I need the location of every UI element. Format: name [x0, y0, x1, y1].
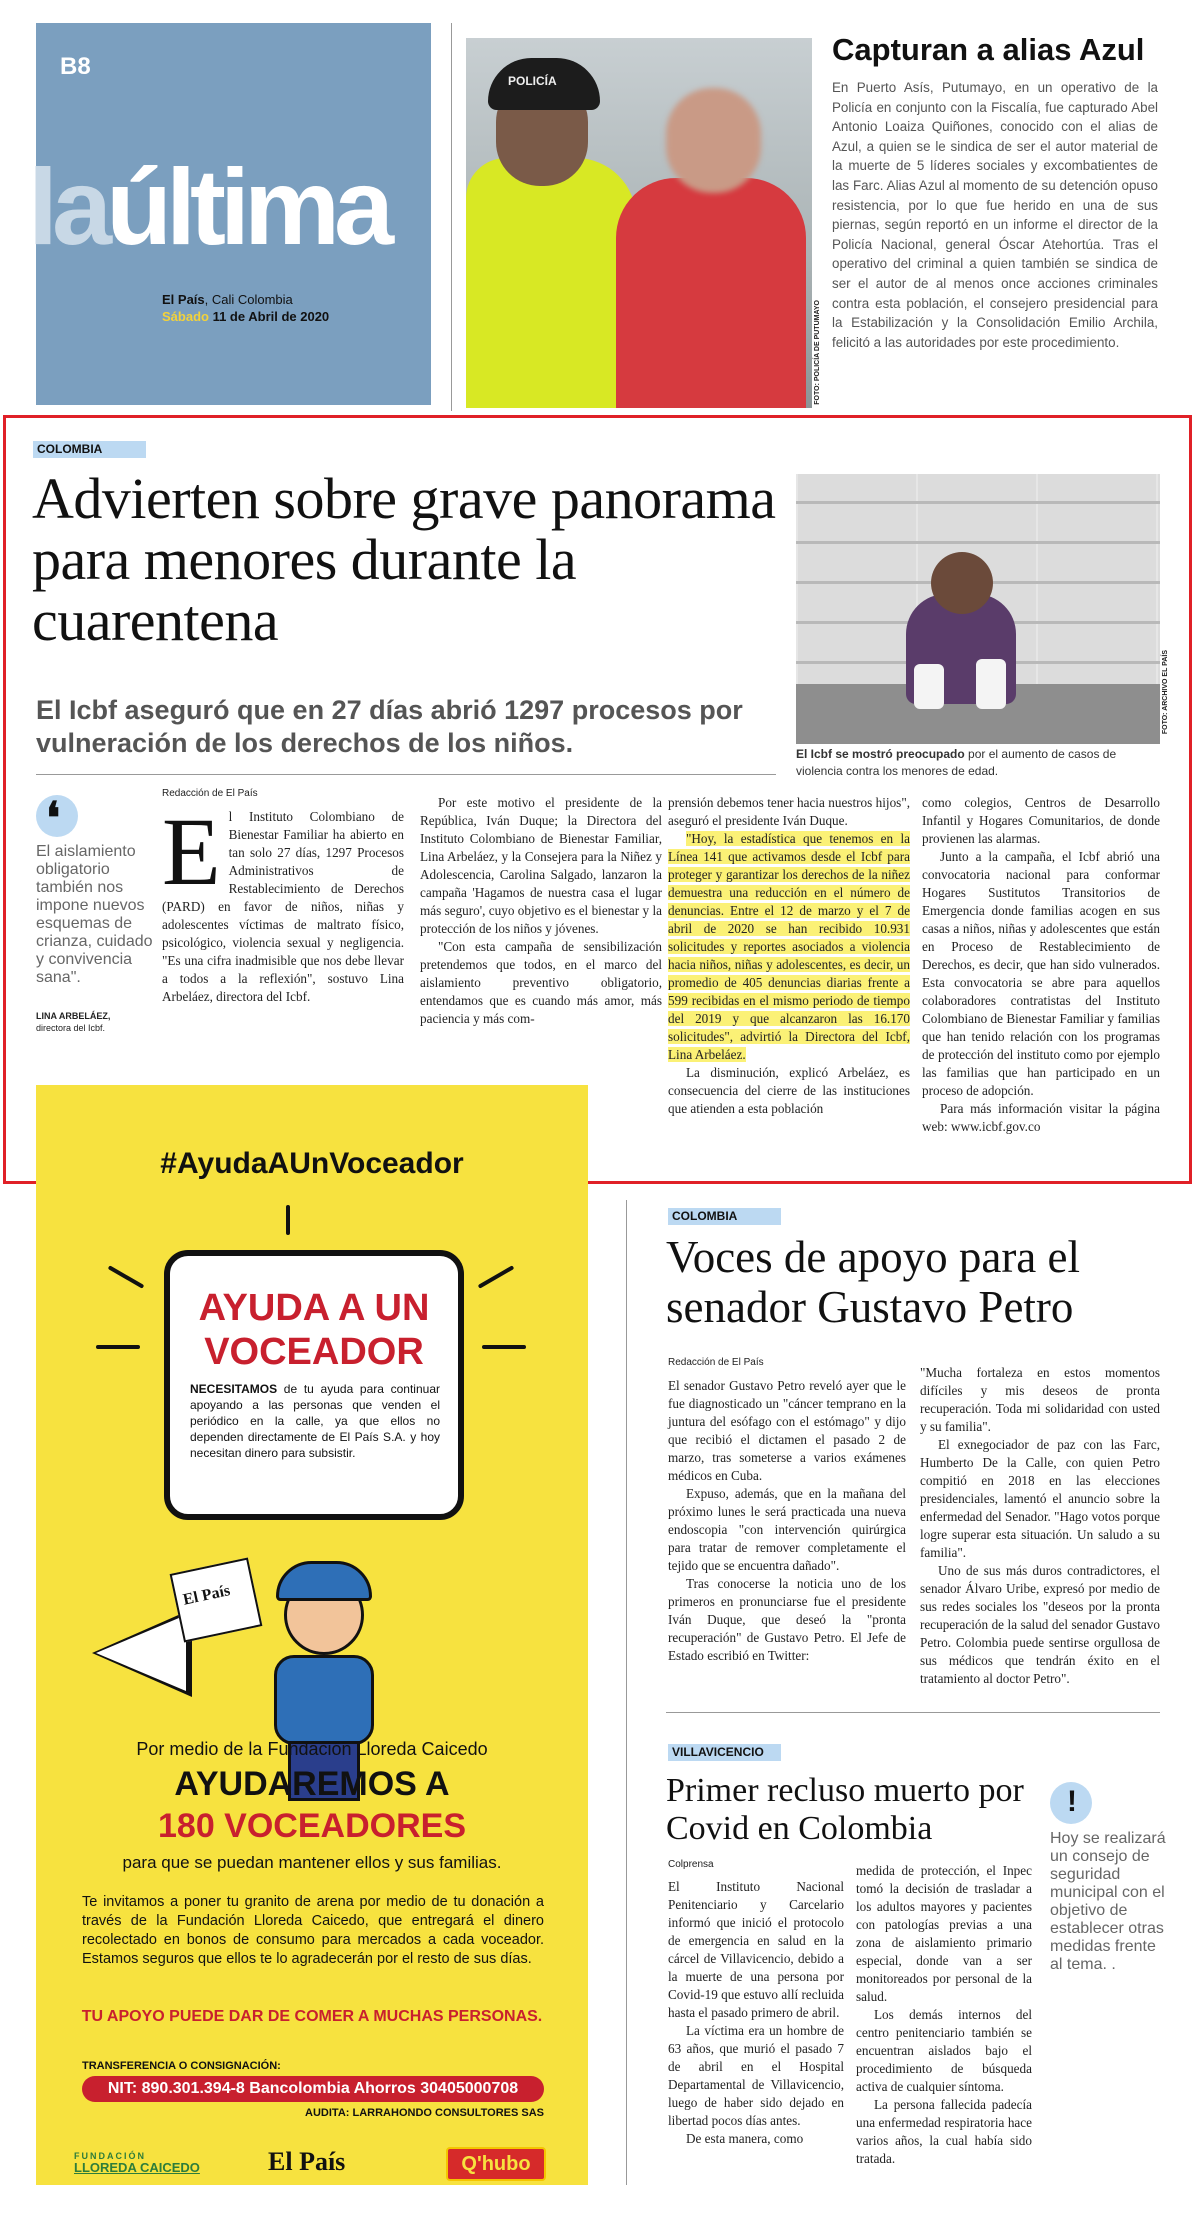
photo-credit: FOTO: POLICÍA DE PUTUMAYO — [814, 300, 821, 405]
ad-bank-account: NIT: 890.301.394-8 Bancolombia Ahorros 30405000708 — [82, 2076, 544, 2102]
caption-rest: por el aumento de casos de violencia contra los menores de edad. — [796, 747, 1117, 778]
issue-date: 11 de Abril de 2020 — [208, 309, 330, 324]
photo-capture — [466, 38, 812, 408]
quote-author: LINA ARBELÁEZ, directora del Icbf. — [36, 1011, 111, 1033]
logo-qhubo: Q'hubo — [446, 2147, 546, 2181]
logo-fundacion: FUNDACIÓN LLOREDA CAICEDO — [74, 2151, 200, 2175]
pull-quote: El aislamiento obligatorio también nos impone nuevos esquemas de crianza, cuidado y convivencia sana". — [36, 843, 153, 986]
ad-foundation-line: Por medio de la Fundación Lloreda Caicedo — [136, 1739, 488, 1759]
column-divider — [626, 1200, 627, 2185]
main-column-2: Por este motivo el presidente de la República, Iván Duque; la Directora del Instituto Colombiano de Bienestar Familiar, Lina Arbeláez, y la Consejera para la Niñez y Adolescencia, Carolina Salgado, lanzaron la campaña 'Hagamos de nuestra casa el lugar más seguro', cuyo objetivo es el bienestar y la protección de los niños y jóvenes. "Con esta campaña de sensibilización pretendemos que todos, en el marco del aislamiento preventivo obligatorio, entendamos que es cuando más amor, más paciencia y más com- — [420, 795, 662, 1026]
petro-column-2: "Mucha fortaleza en estos momentos difíciles y mis deseos de pronta recuperación. Toda mi solidaridad con usted y su familia". El exnegociador de paz con las Farc, Humberto De la Calle, con quien Petro compitió en 2018 en las elecciones presidenciales, lamentó el anuncio sobre la enfermedad del Senador. "Hago votos porque logre superar esta situación. Un saludo a su familia". Uno de sus más duros contradictores, el senador Álvaro Uribe, expresó por medio de sus redes sociales los "deseos por la pronta recuperación de la salud del senador Gustavo Petro. Colombia puede sentirse orgullosa de sus médicos que tendrán éxito en el tratamiento al doctor Petro". — [920, 1365, 1160, 1686]
main-byline: Redacción de El País — [162, 788, 258, 799]
main-column-4: como colegios, Centros de Desarrollo Infantil y Hogares Comunitarios, de donde provienen las alarmas. Junto a la campaña, el Icbf abrió una convocatoria nacional para conformar Hogares Sustitutos Transitorios de Emergencia donde familias acogen en sus casas a niños, niñas y adolescentes que están en Proceso de Restablecimiento de Derechos, es decir, que han sido vulnerados. Esta convocatoria se abre para aquellos colaboradores contratistas del Instituto Colombiano de Bienestar Familiar y familias que han tenido relación con los programas de protección del instituto como por ejemplo las familias que han participado en un proceso de adopción. Para más información visitar la página web: www.icbf.gov.co — [922, 795, 1160, 1134]
page-number: B8 — [60, 53, 91, 80]
section-title — [28, 146, 389, 267]
covid-note: Hoy se realizará un consejo de seguridad municipal con el objetivo de establecer otras medidas frente al tema. . — [1050, 1830, 1166, 1973]
drop-cap: E — [162, 798, 221, 905]
photo-child — [796, 474, 1160, 744]
covid-byline: Colprensa — [668, 1859, 714, 1870]
covid-column-2: medida de protección, el Inpec tomó la decisión de trasladar a los adultos mayores y pacientes con patologías previas a una zona de aislamiento primario especial, donde van a ser monitoreados por personal de la salud. Los demás internos del centro penitenciario también se encuentran aislados bajo el procedimiento de búsqueda activa de cualquier síntoma. La persona fallecida padecía una enfermedad respiratoria hace varios años, la cual había sido tratada. — [856, 1863, 1032, 2166]
issue-day: Sábado — [162, 309, 209, 324]
exclamation-icon: ! — [1050, 1782, 1092, 1824]
section-title-b: última — [106, 146, 389, 267]
voceador-ad — [36, 1085, 588, 2185]
logo-el-pais: El País — [268, 2147, 346, 2176]
petro-headline: Voces de apoyo para el senador Gustavo Petro — [666, 1232, 1081, 1332]
petro-byline: Redacción de El País — [668, 1357, 764, 1368]
section-title-a: la — [28, 146, 107, 267]
main-column-1: El Instituto Colombiano de Bienestar Familiar ha abierto en tan solo 27 días, 1297 Procesos Administrativos de Restablecimiento de Derechos (PARD) en favor de niños, niñas y adolescentes víctimas de maltrato físico, psicológico, violencia sexual y negligencia. "Es una cifra inadmisible que nos debe llevar a todos a la reflexión", sostuvo Lina Arbeláez, directora del Icbf. — [162, 798, 404, 1004]
photo-officer — [466, 158, 636, 408]
section-tag: COLOMBIA — [33, 441, 146, 458]
masthead-date — [162, 291, 329, 325]
column-divider — [451, 23, 452, 411]
section-masthead — [28, 23, 431, 405]
article-azul-body: En Puerto Asís, Putumayo, en un operativo de la Policía en conjunto con la Fiscalía, fue capturado Abel Antonio Loaiza Quiñones, conocido con el alias de Azul, a quien se le sindica de ser el autor material de la muerte de 5 líderes sociales y excombatientes de las Farc. Alias Azul al momento de su detención opuso resistencia, por lo que fue herido en una de sus piernas, según reportó en un informe el director de la Policía Nacional, general Óscar Atehortúa. Tras el operativo del criminal a quien también se sindica de ser el autor de al menos once acciones criminales contra esta población, el consejero presidencial para la Estabilización y la Consolidación Emilio Archila, felicitó a las autoridades por este procedimiento. — [832, 80, 1158, 350]
ad-families-line: para que se puedan mantener ellos y sus familias. — [122, 1853, 502, 1872]
ad-hashtag: #AyudaAUnVoceador — [160, 1147, 464, 1180]
petro-tag: COLOMBIA — [668, 1208, 781, 1225]
petro-column-1: El senador Gustavo Petro reveló ayer que le fue diagnosticado un "cáncer temprano en la juntura del esófago con el estómago" y dijo que recibió el dictamen el pasado 2 de marzo, tras someterse a varios exámenes médicos en Cuba. Expuso, además, que en la mañana del próximo lunes le será practicada una nueva endoscopia "con intervención quirúrgica para tratar de remover completamente el tejido que se encuentra dañado". Tras conocerse la noticia uno de los primeros en pronunciarse fue el presidente Iván Duque, que deseó la "pronta recuperación" de Gustavo Petro. El Jefe de Estado escribió en Twitter: — [668, 1378, 906, 1663]
covid-tag: VILLAVICENCIO — [668, 1744, 781, 1761]
ad-transfer-label: TRANSFERENCIA O CONSIGNACIÓN: — [82, 2060, 281, 2072]
main-column-3: prensión debemos tener hacia nuestros hijos", aseguró el presidente Iván Duque. "Hoy, la estadística que tenemos en la Línea 141 que activamos desde el Icbf para proteger y garantizar los derechos de la niñez demuestra una reducción en el número de denuncias. Entre el 12 de marzo y el 7 de abril de 2020 se han recibido 10.931 solicitudes y reportes asociados a violencia hacia niños, niñas y adolescentes, es decir, un promedio de 405 denuncias diarias frente a 599 recibidas en el mismo periodo de tiempo del 2019 y que alcanzaron las 16.170 solicitudes", advirtió la Directora del Icbf, Lina Arbeláez. La disminución, explicó Arbeláez, es consecuencia del cierre de las instituciones que atienden a esta población — [668, 795, 910, 1116]
ad-count-line: 180 VOCEADORES — [158, 1807, 466, 1845]
section-rule — [666, 1712, 1160, 1713]
paper-city: , Cali Colombia — [204, 292, 293, 307]
subhead-rule — [36, 774, 776, 775]
photo-child-credit: FOTO: ARCHIVO EL PAÍS — [1162, 650, 1169, 735]
paper-name: El País — [162, 292, 205, 307]
caption-bold: El Icbf se mostró preocupado — [796, 747, 965, 761]
main-subhead: El Icbf aseguró que en 27 días abrió 1297 procesos por vulneración de los derechos de los niños. — [36, 695, 743, 758]
ad-audit-line: AUDITA: LARRAHONDO CONSULTORES SAS — [305, 2107, 544, 2119]
megaphone-icon — [66, 1595, 196, 1705]
covid-headline: Primer recluso muerto por Covid en Colombia — [666, 1772, 1024, 1847]
ad-speech-bubble — [164, 1250, 464, 1520]
article-azul-title: Capturan a alias Azul — [832, 32, 1145, 67]
ad-help-line: AYUDAREMOS A — [174, 1765, 450, 1803]
photo-caption — [796, 746, 1160, 780]
ad-bubble-title: AYUDA A UN VOCEADOR — [198, 1287, 430, 1373]
newspaper-icon: El País — [170, 1557, 263, 1642]
quote-icon: ❛ — [36, 795, 78, 837]
photo-detainee — [616, 178, 806, 408]
main-headline: Advierten sobre grave panorama para menores durante la cuarentena — [32, 466, 776, 653]
covid-column-1: El Instituto Nacional Penitenciario y Carcelario informó que inició el protocolo de emergencia en salud en la cárcel de Villavicencio, debido a la muerte de una persona por Covid-19 que estuvo allí recluida hasta el pasado primero de abril. La víctima era un hombre de 63 años, que murió el pasado 7 de abril en el Hospital Departamental de Villavicencio, luego de haber sido dejado en libertad pocos días antes. De esta manera, como — [668, 1879, 844, 2146]
photo-cap-text: POLICÍA — [508, 74, 557, 88]
ad-bubble-text: NECESITAMOS de tu ayuda para continuar apoyando a las personas que venden el periódico en la calle, ya que ellos no dependen directamente de El País S.A. y hoy necesitan dinero para subsistir. — [190, 1382, 440, 1460]
highlighted-quote: "Hoy, la estadística que tenemos en la Línea 141 que activamos desde el Icbf para proteger y garantizar los derechos de la niñez demuestra una reducción en el número de denuncias. Entre el 12 de marzo y el 7 de abril de 2020 se han recibido 10.931 solicitudes y reportes asociados a violencia hacia niños, niñas y adolescentes, es decir, un promedio de 405 denuncias diarias frente a 599 recibidas en el mismo periodo de tiempo del 2019 y que alcanzaron las 16.170 solicitudes", advirtió la Directora del Icbf, Lina Arbeláez. — [668, 831, 910, 1062]
ad-support-line: TU APOYO PUEDE DAR DE COMER A MUCHAS PERSONAS. — [81, 2008, 543, 2025]
ad-invite-text: Te invitamos a poner tu granito de arena por medio de tu donación a través de la Fundación Lloreda Caicedo, que entregará el dinero recolectado en bonos de consumo para mercados a cada voceador. Estamos seguros que ellos te lo agradecerán por el resto de sus días. — [82, 1894, 544, 1967]
